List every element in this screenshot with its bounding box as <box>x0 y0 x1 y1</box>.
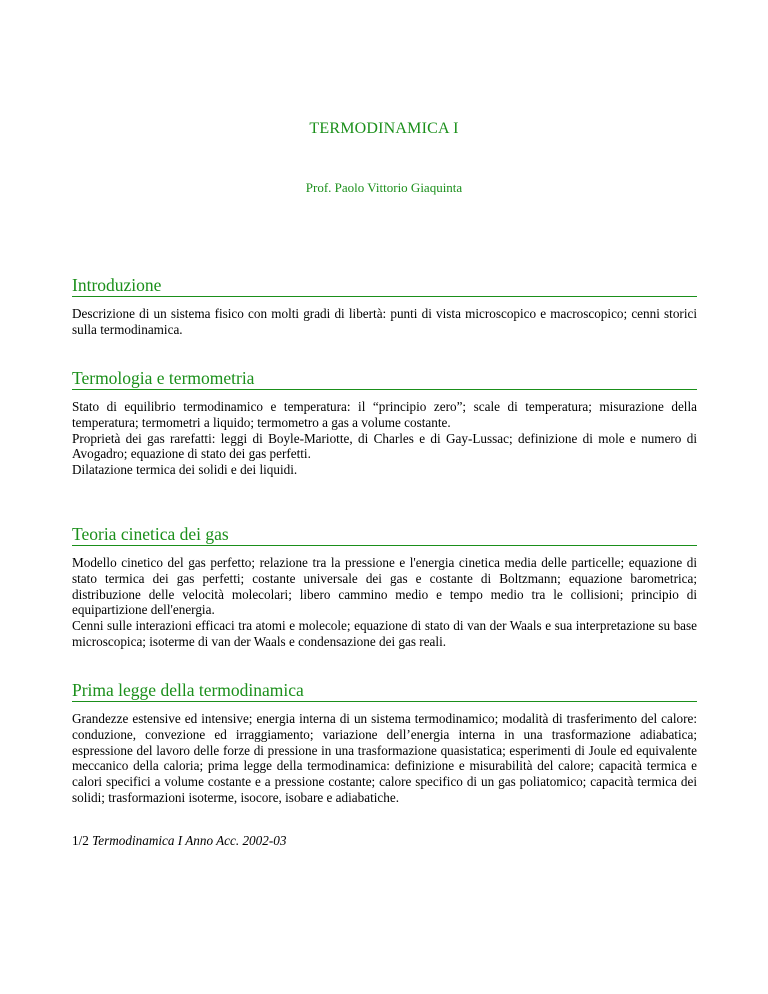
section-teoria-cinetica <box>72 523 697 650</box>
section-heading: Teoria cinetica dei gas <box>72 523 697 546</box>
section-paragraph: Stato di equilibrio termodinamico e temperatura: il “principio zero”; scale di temperatura; misurazione della temperatura; termometri a liquido; termometro a gas a volume costante. <box>72 399 697 430</box>
document-author: Prof. Paolo Vittorio Giaquinta <box>305 180 463 195</box>
section-introduzione <box>72 274 697 338</box>
section-paragraph: Cenni sulle interazioni efficaci tra atomi e molecole; equazione di stato di van der Waals e sua interpretazione su base microscopica; isoterme di van der Waals e condensazione dei gas reali. <box>72 618 697 649</box>
section-heading: Prima legge della termodinamica <box>72 679 697 702</box>
page-number: 1/2 <box>72 833 89 848</box>
course-label: Termodinamica I Anno Acc. 2002-03 <box>92 833 287 848</box>
page-footer <box>72 833 286 849</box>
section-paragraph: Grandezze estensive ed intensive; energia interna di un sistema termodinamico; modalità di trasferimento del calore: conduzione, convezione ed irraggiamento; variazione dell’energia interna in una trasformazione adiabatica; espressione del lavoro delle forze di pressione in una trasformazione quasistatica; esperimenti di Joule ed equivalente meccanico della caloria; prima legge della termodinamica: definizione e misurabilità del calore; capacità termica e calori specifici a volume costante e a pressione costante; calore specifico di un gas poliatomico; capacità termica dei solidi; trasformazioni isoterme, isocore, isobare e adiabatiche. <box>72 711 697 805</box>
section-paragraph: Descrizione di un sistema fisico con molti gradi di libertà: punti di vista microscopico e macroscopico; cenni storici sulla termodinamica. <box>72 306 697 337</box>
section-heading: Introduzione <box>72 274 697 297</box>
section-prima-legge <box>72 679 697 806</box>
section-termologia <box>72 367 697 478</box>
document-title: TERMODINAMICA I <box>309 120 459 137</box>
section-paragraph: Proprietà dei gas rarefatti: leggi di Boyle-Mariotte, di Charles e di Gay-Lussac; definizione di mole e numero di Avogadro; equazione di stato dei gas perfetti. <box>72 430 697 462</box>
section-paragraph: Dilatazione termica dei solidi e dei liquidi. <box>72 462 298 478</box>
section-heading: Termologia e termometria <box>72 367 697 390</box>
section-paragraph: Modello cinetico del gas perfetto; relazione tra la pressione e l'energia cinetica media delle particelle; equazione di stato termica dei gas perfetti; costante universale dei gas e costante di Boltzmann; equazione barometrica; distribuzione delle velocità molecolari; libero cammino medio e tempo medio tra le collisioni; principio di equipartizione dell'energia. <box>72 555 697 618</box>
